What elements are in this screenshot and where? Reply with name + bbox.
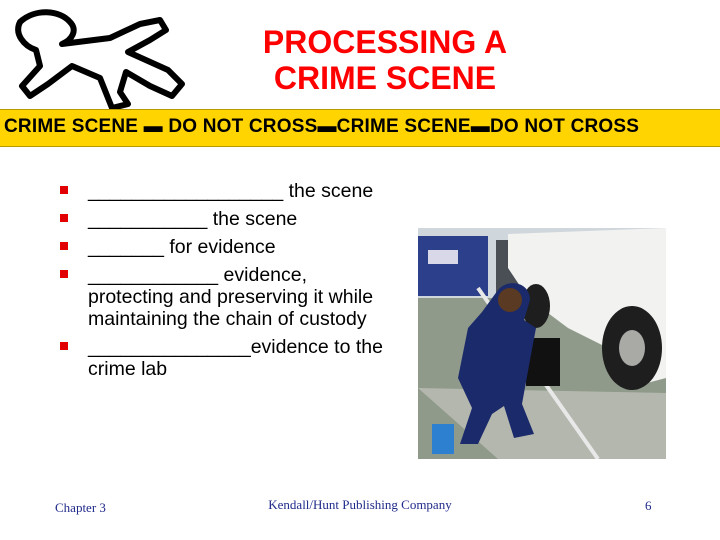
bullet-blank: ____________ [88, 264, 219, 286]
bullet-text: the scene [283, 180, 374, 202]
footer-chapter: Chapter 3 [55, 500, 106, 515]
bullet-text: the scene [207, 208, 298, 230]
bullet-text: evidence, protecting and preserving it while maintaining the chain of custody [88, 264, 374, 330]
bullet-marker-icon [60, 342, 68, 350]
title-line-2: CRIME SCENE [273, 60, 497, 96]
title-line-1: PROCESSING A [262, 24, 508, 60]
crime-scene-tape [0, 109, 720, 147]
bullet-text: for evidence [163, 236, 276, 258]
bullet-marker-icon [60, 186, 68, 194]
slide-title [210, 24, 560, 96]
list-item [60, 208, 395, 230]
list-item [60, 236, 395, 258]
list-item [60, 336, 395, 380]
tape-text: CRIME SCENE ▬ DO NOT CROSS▬CRIME SCENE▬DO NOT CROSS [4, 116, 640, 137]
bullet-text: evidence to the crime lab [88, 336, 383, 380]
bullet-blank: _______________ [88, 336, 251, 358]
list-item [60, 264, 395, 330]
bullet-marker-icon [60, 270, 68, 278]
footer-page-number: 6 [645, 498, 652, 513]
footer-publisher: Kendall/Hunt Publishing Company [268, 497, 452, 512]
crime-scene-photo [418, 228, 666, 459]
bullet-blank: __________________ [88, 180, 284, 202]
bullet-blank: _______ [88, 236, 164, 258]
list-item [60, 180, 395, 202]
bullet-list [60, 180, 395, 386]
bullet-marker-icon [60, 214, 68, 222]
body-outline-icon [0, 0, 200, 112]
bullet-blank: ___________ [88, 208, 208, 230]
bullet-marker-icon [60, 242, 68, 250]
